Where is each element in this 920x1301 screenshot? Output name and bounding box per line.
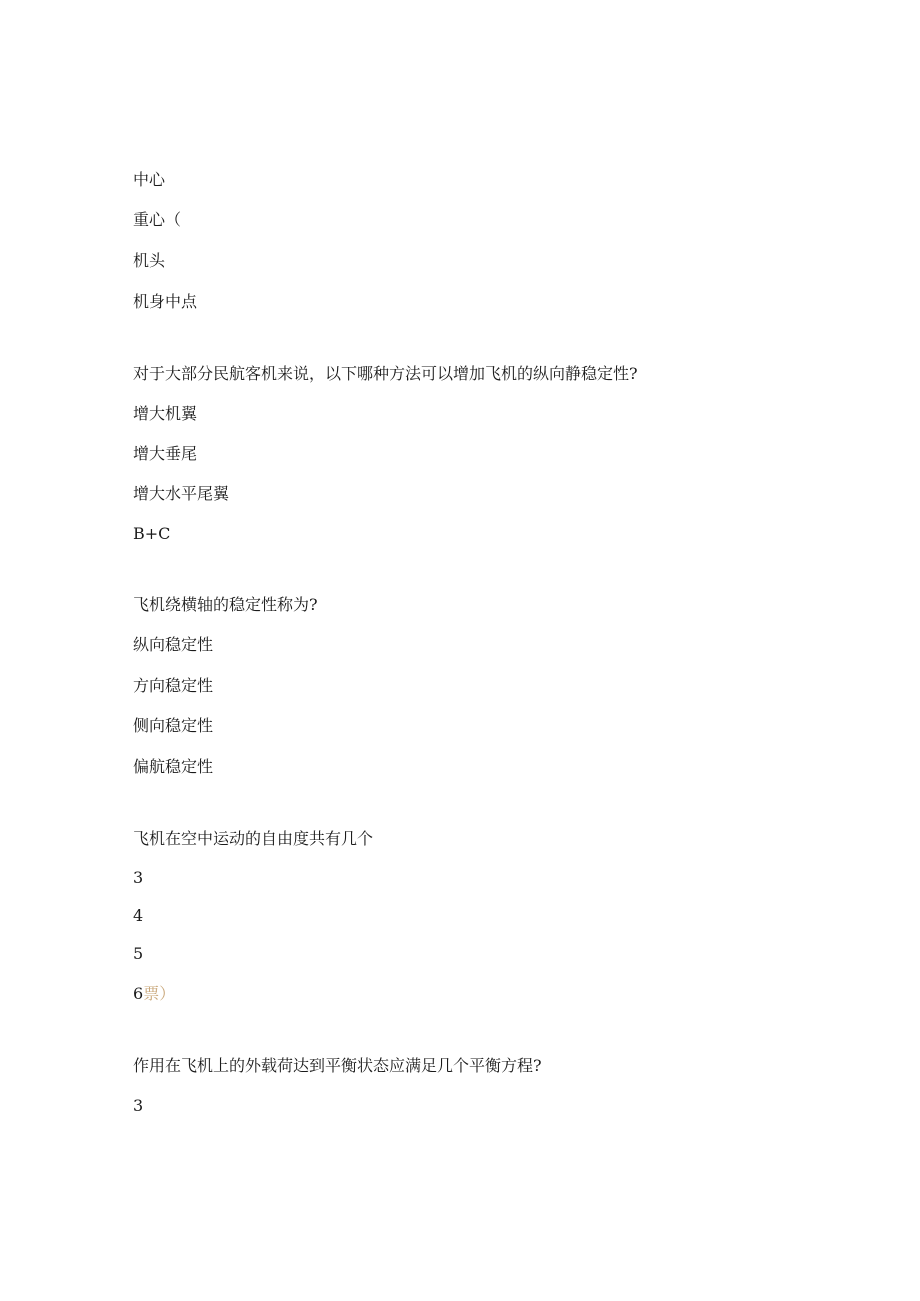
option-text: 6 (133, 984, 144, 1003)
option-text: 增大水平尾翼 (133, 484, 230, 503)
option-text: 机头 (133, 251, 166, 270)
option-text: 偏航稳定性 (133, 757, 214, 776)
option-text: 增大垂尾 (133, 444, 198, 463)
question-text: 飞机在空中运动的自由度共有几个 (133, 829, 374, 848)
option-text: 中心 (133, 170, 166, 189)
option-text: 3 (133, 868, 144, 887)
question-text: 飞机绕横轴的稳定性称为? (133, 595, 318, 614)
question-text: 作用在飞机上的外载荷达到平衡状态应满足几个平衡方程? (133, 1056, 542, 1075)
option-text: 5 (133, 944, 144, 963)
option-text: 侧向稳定性 (133, 716, 214, 735)
option-line (133, 984, 175, 1004)
option-text: 3 (133, 1096, 144, 1115)
option-text: B+C (133, 524, 171, 543)
option-text: 增大机翼 (133, 404, 198, 423)
option-text: 4 (133, 906, 144, 925)
option-text: 纵向稳定性 (133, 635, 214, 654)
option-text: 重心（ (133, 210, 182, 229)
question-text: 对于大部分民航客机来说，以下哪种方法可以增加飞机的纵向静稳定性? (133, 364, 638, 383)
option-suffix-mark: 票） (143, 984, 176, 1003)
option-text: 机身中点 (133, 292, 198, 311)
option-text: 方向稳定性 (133, 676, 214, 695)
